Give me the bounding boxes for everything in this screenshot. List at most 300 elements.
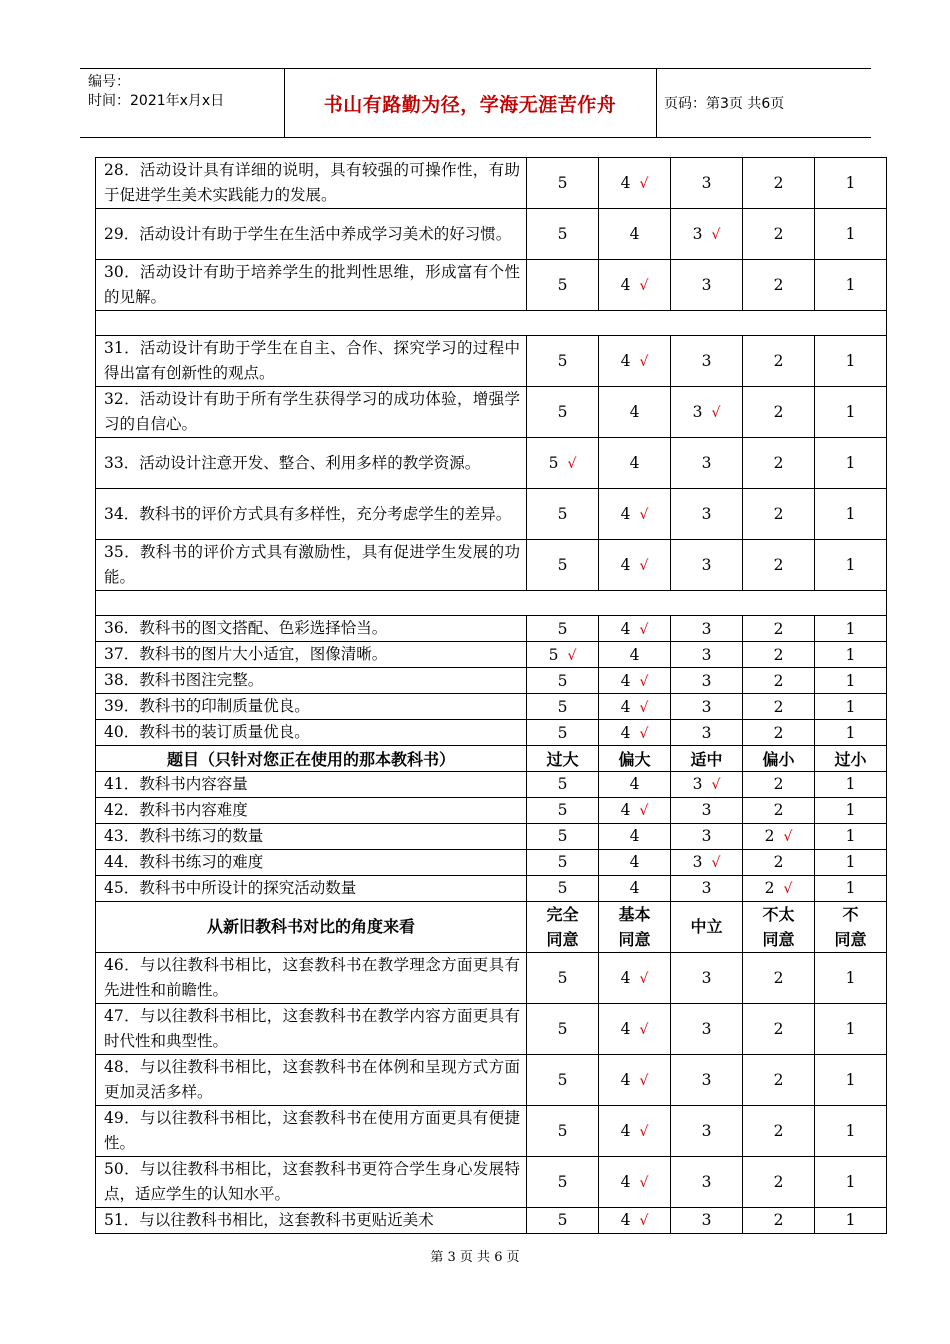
score-option-2[interactable]: [743, 1207, 815, 1233]
score-option-2[interactable]: [743, 1003, 815, 1054]
score-value: 5: [557, 853, 568, 872]
check-mark-icon: √: [567, 456, 577, 472]
score-option-1[interactable]: [815, 616, 887, 642]
score-option-4[interactable]: [599, 1105, 671, 1156]
score-option-1[interactable]: [815, 540, 887, 591]
column-header-line: 中立: [690, 917, 723, 937]
score-option-1[interactable]: [815, 1054, 887, 1105]
score-option-3[interactable]: [671, 1105, 743, 1156]
score-value: 1: [845, 827, 856, 846]
page-header: [80, 68, 871, 138]
score-value: 4: [629, 775, 640, 794]
score-value: 5: [557, 671, 568, 690]
check-mark-icon: √: [639, 1174, 649, 1191]
score-value: 2: [773, 1121, 784, 1140]
score-option-2[interactable]: [743, 158, 815, 209]
score-option-1[interactable]: [815, 875, 887, 901]
score-value: 2: [764, 879, 775, 898]
score-option-4[interactable]: [599, 540, 671, 591]
question-row: [96, 823, 887, 849]
score-value: 5: [557, 1121, 568, 1140]
score-value: 3: [701, 174, 712, 192]
score-option-3[interactable]: [671, 668, 743, 694]
separator-cell: [96, 591, 887, 616]
score-value: 5: [557, 619, 568, 638]
score-value: 1: [845, 968, 856, 987]
question-text: 44．教科书练习的难度: [96, 849, 527, 875]
score-option-2[interactable]: [743, 823, 815, 849]
check-mark-icon: √: [783, 881, 793, 898]
check-mark-icon: √: [711, 777, 721, 794]
score-value: 4: [629, 454, 640, 472]
score-option-4[interactable]: [599, 720, 671, 746]
section-header-row: [96, 746, 887, 772]
score-value: 2: [773, 1172, 784, 1191]
score-value: 3: [701, 276, 712, 294]
question-text: 48．与以往教科书相比，这套教科书在体例和呈现方式方面更加灵活多样。: [96, 1054, 527, 1105]
score-value: 5: [548, 454, 559, 472]
column-header: [527, 901, 599, 952]
score-option-3[interactable]: [671, 823, 743, 849]
score-value: 3: [701, 505, 712, 523]
score-value: 1: [845, 505, 856, 523]
score-option-2[interactable]: [743, 720, 815, 746]
score-value: 1: [845, 276, 856, 294]
question-text: 34．教科书的评价方式具有多样性，充分考虑学生的差异。: [96, 489, 527, 540]
column-header-line: 完全: [546, 904, 579, 924]
score-value: 4: [620, 723, 631, 742]
question-row: [96, 1003, 887, 1054]
score-option-2[interactable]: [743, 387, 815, 438]
separator-row: [96, 591, 887, 616]
score-value: 2: [773, 1019, 784, 1038]
score-option-3[interactable]: [671, 849, 743, 875]
score-option-2[interactable]: [743, 642, 815, 668]
score-option-2[interactable]: [743, 668, 815, 694]
score-value: 1: [845, 645, 856, 664]
score-value: 2: [773, 697, 784, 716]
score-value: 1: [845, 556, 856, 574]
score-option-4[interactable]: [599, 952, 671, 1003]
column-header: [815, 901, 887, 952]
score-value: 4: [620, 276, 631, 294]
score-value: 2: [773, 225, 784, 243]
score-option-5[interactable]: [527, 336, 599, 387]
question-row: [96, 771, 887, 797]
score-option-5[interactable]: [527, 771, 599, 797]
score-option-3[interactable]: [671, 209, 743, 260]
score-value: 2: [773, 352, 784, 370]
score-option-1[interactable]: [815, 438, 887, 489]
check-mark-icon: √: [639, 1072, 649, 1089]
score-value: 2: [764, 827, 775, 846]
check-mark-icon: √: [639, 621, 649, 638]
column-header-line: 同意: [618, 929, 651, 949]
score-option-4[interactable]: [599, 616, 671, 642]
score-value: 3: [701, 454, 712, 472]
score-option-4[interactable]: [599, 209, 671, 260]
score-option-2[interactable]: [743, 616, 815, 642]
score-option-5[interactable]: [527, 260, 599, 311]
score-value: 1: [845, 403, 856, 421]
score-option-5[interactable]: [527, 668, 599, 694]
score-value: 1: [845, 853, 856, 872]
score-value: 5: [557, 697, 568, 716]
score-value: 5: [557, 505, 568, 523]
check-mark-icon: √: [639, 558, 649, 574]
score-option-1[interactable]: [815, 849, 887, 875]
score-option-5[interactable]: [527, 438, 599, 489]
score-option-5[interactable]: [527, 1105, 599, 1156]
score-option-2[interactable]: [743, 694, 815, 720]
score-value: 4: [620, 1019, 631, 1038]
score-value: 4: [620, 801, 631, 820]
score-value: 1: [845, 352, 856, 370]
header-motto: 书山有路勤为径，学海无涯苦作舟: [323, 93, 617, 116]
score-option-4[interactable]: [599, 849, 671, 875]
score-option-4[interactable]: [599, 1207, 671, 1233]
score-value: 5: [557, 1172, 568, 1191]
score-value: 3: [701, 968, 712, 987]
check-mark-icon: √: [639, 970, 649, 987]
score-value: 4: [620, 619, 631, 638]
score-option-3[interactable]: [671, 642, 743, 668]
score-value: 2: [773, 276, 784, 294]
question-row: [96, 616, 887, 642]
score-option-2[interactable]: [743, 260, 815, 311]
score-option-5[interactable]: [527, 1003, 599, 1054]
score-option-5[interactable]: [527, 489, 599, 540]
score-option-2[interactable]: [743, 849, 815, 875]
score-value: 4: [629, 853, 640, 872]
check-mark-icon: √: [639, 176, 649, 192]
score-option-1[interactable]: [815, 694, 887, 720]
score-option-1[interactable]: [815, 642, 887, 668]
score-option-5[interactable]: [527, 875, 599, 901]
question-text: 32．活动设计有助于所有学生获得学习的成功体验，增强学习的自信心。: [96, 387, 527, 438]
score-option-2[interactable]: [743, 489, 815, 540]
score-option-4[interactable]: [599, 489, 671, 540]
score-value: 3: [701, 1121, 712, 1140]
score-value: 4: [629, 879, 640, 898]
score-option-2[interactable]: [743, 952, 815, 1003]
score-option-5[interactable]: [527, 1207, 599, 1233]
score-value: 5: [557, 1070, 568, 1089]
score-value: 3: [701, 352, 712, 370]
score-value: 4: [620, 505, 631, 523]
score-option-4[interactable]: [599, 694, 671, 720]
score-option-4[interactable]: [599, 336, 671, 387]
score-option-5[interactable]: [527, 720, 599, 746]
score-option-1[interactable]: [815, 1156, 887, 1207]
score-value: 2: [773, 853, 784, 872]
question-text: 42．教科书内容难度: [96, 797, 527, 823]
question-row: [96, 875, 887, 901]
score-option-3[interactable]: [671, 387, 743, 438]
question-text: 30．活动设计有助于培养学生的批判性思维，形成富有个性的见解。: [96, 260, 527, 311]
score-value: 1: [845, 775, 856, 794]
score-value: 4: [629, 403, 640, 421]
score-value: 3: [701, 697, 712, 716]
score-value: 2: [773, 968, 784, 987]
score-option-3[interactable]: [671, 540, 743, 591]
score-value: 1: [845, 723, 856, 742]
question-row: [96, 1105, 887, 1156]
score-option-3[interactable]: [671, 158, 743, 209]
score-option-4[interactable]: [599, 771, 671, 797]
score-value: 1: [845, 1070, 856, 1089]
question-row: [96, 540, 887, 591]
score-value: 2: [773, 454, 784, 472]
score-option-3[interactable]: [671, 1003, 743, 1054]
score-value: 4: [620, 671, 631, 690]
score-option-4[interactable]: [599, 1003, 671, 1054]
question-row: [96, 694, 887, 720]
question-row: [96, 952, 887, 1003]
score-value: 5: [557, 556, 568, 574]
column-header: 过小: [815, 746, 887, 772]
column-header-line: 同意: [546, 929, 579, 949]
score-option-1[interactable]: [815, 387, 887, 438]
score-value: 2: [773, 645, 784, 664]
score-option-1[interactable]: [815, 797, 887, 823]
score-option-3[interactable]: [671, 797, 743, 823]
score-option-1[interactable]: [815, 668, 887, 694]
score-value: 5: [557, 174, 568, 192]
score-value: 5: [557, 352, 568, 370]
score-value: 3: [701, 1019, 712, 1038]
score-value: 4: [620, 1172, 631, 1191]
section-header-row: [96, 901, 887, 952]
check-mark-icon: √: [639, 1021, 649, 1038]
score-option-3[interactable]: [671, 616, 743, 642]
question-row: [96, 209, 887, 260]
score-value: 4: [620, 1121, 631, 1140]
score-option-4[interactable]: [599, 1156, 671, 1207]
score-value: 1: [845, 1172, 856, 1191]
score-option-2[interactable]: [743, 797, 815, 823]
question-row: [96, 797, 887, 823]
check-mark-icon: √: [567, 647, 577, 664]
score-value: 5: [557, 723, 568, 742]
question-text: 49．与以往教科书相比，这套教科书在使用方面更具有便捷性。: [96, 1105, 527, 1156]
check-mark-icon: √: [711, 405, 721, 421]
score-option-3[interactable]: [671, 489, 743, 540]
date-label: 时间：2021年x月x日: [88, 93, 225, 109]
score-value: 4: [620, 697, 631, 716]
question-text: 41．教科书内容容量: [96, 771, 527, 797]
score-option-2[interactable]: [743, 1156, 815, 1207]
question-text: 46．与以往教科书相比，这套教科书在教学理念方面更具有先进性和前瞻性。: [96, 952, 527, 1003]
score-option-4[interactable]: [599, 668, 671, 694]
score-value: 3: [701, 879, 712, 898]
question-text: 40．教科书的装订质量优良。: [96, 720, 527, 746]
score-option-5[interactable]: [527, 952, 599, 1003]
section-title: 从新旧教科书对比的角度来看: [96, 901, 527, 952]
score-option-5[interactable]: [527, 694, 599, 720]
score-option-2[interactable]: [743, 875, 815, 901]
score-value: 2: [773, 801, 784, 820]
score-value: 3: [701, 1070, 712, 1089]
score-value: 5: [557, 775, 568, 794]
score-value: 2: [773, 1070, 784, 1089]
question-text: 51．与以往教科书相比，这套教科书更贴近美术: [96, 1207, 527, 1233]
score-option-4[interactable]: [599, 1054, 671, 1105]
separator-row: [96, 311, 887, 336]
score-option-3[interactable]: [671, 694, 743, 720]
score-option-3[interactable]: [671, 952, 743, 1003]
score-value: 4: [620, 174, 631, 192]
score-option-5[interactable]: [527, 616, 599, 642]
score-value: 3: [692, 225, 703, 243]
column-header: [671, 901, 743, 952]
score-value: 4: [629, 225, 640, 243]
check-mark-icon: √: [711, 855, 721, 872]
score-option-2[interactable]: [743, 438, 815, 489]
score-option-4[interactable]: [599, 387, 671, 438]
score-value: 3: [701, 645, 712, 664]
score-option-5[interactable]: [527, 849, 599, 875]
score-value: 3: [701, 1211, 712, 1230]
score-value: 1: [845, 697, 856, 716]
question-row: [96, 849, 887, 875]
question-text: 39．教科书的印制质量优良。: [96, 694, 527, 720]
score-option-1[interactable]: [815, 1003, 887, 1054]
header-meta: [88, 73, 224, 111]
score-option-5[interactable]: [527, 642, 599, 668]
score-value: 5: [557, 879, 568, 898]
score-option-3[interactable]: [671, 771, 743, 797]
score-option-2[interactable]: [743, 209, 815, 260]
question-text: 38．教科书图注完整。: [96, 668, 527, 694]
question-text: 50．与以往教科书相比，这套教科书更符合学生身心发展特点，适应学生的认知水平。: [96, 1156, 527, 1207]
score-value: 1: [845, 454, 856, 472]
score-value: 1: [845, 1121, 856, 1140]
score-value: 4: [629, 827, 640, 846]
score-value: 1: [845, 174, 856, 192]
column-header: 过大: [527, 746, 599, 772]
score-value: 3: [701, 827, 712, 846]
score-value: 1: [845, 879, 856, 898]
score-option-2[interactable]: [743, 1054, 815, 1105]
question-text: 33．活动设计注意开发、整合、利用多样的教学资源。: [96, 438, 527, 489]
score-option-4[interactable]: [599, 158, 671, 209]
score-option-4[interactable]: [599, 642, 671, 668]
question-row: [96, 1207, 887, 1233]
score-option-1[interactable]: [815, 260, 887, 311]
score-value: 2: [773, 723, 784, 742]
score-option-1[interactable]: [815, 952, 887, 1003]
score-option-5[interactable]: [527, 540, 599, 591]
score-value: 5: [557, 1211, 568, 1230]
score-option-1[interactable]: [815, 489, 887, 540]
question-text: 31．活动设计有助于学生在自主、合作、探究学习的过程中得出富有创新性的观点。: [96, 336, 527, 387]
column-header-line: 不: [842, 904, 859, 924]
question-text: 35．教科书的评价方式具有激励性，具有促进学生发展的功能。: [96, 540, 527, 591]
score-option-1[interactable]: [815, 823, 887, 849]
question-text: 37．教科书的图片大小适宜，图像清晰。: [96, 642, 527, 668]
score-option-3[interactable]: [671, 875, 743, 901]
score-value: 2: [773, 671, 784, 690]
check-mark-icon: √: [639, 1123, 649, 1140]
score-option-5[interactable]: [527, 1054, 599, 1105]
score-option-3[interactable]: [671, 438, 743, 489]
question-row: [96, 489, 887, 540]
score-option-1[interactable]: [815, 158, 887, 209]
question-row: [96, 260, 887, 311]
column-header: 适中: [671, 746, 743, 772]
score-option-4[interactable]: [599, 438, 671, 489]
question-row: [96, 642, 887, 668]
score-value: 5: [557, 1019, 568, 1038]
check-mark-icon: √: [639, 673, 649, 690]
score-value: 3: [701, 801, 712, 820]
score-value: 1: [845, 225, 856, 243]
score-option-3[interactable]: [671, 260, 743, 311]
score-value: 2: [773, 403, 784, 421]
score-option-5[interactable]: [527, 1156, 599, 1207]
score-option-1[interactable]: [815, 209, 887, 260]
score-option-4[interactable]: [599, 797, 671, 823]
score-value: 5: [548, 645, 559, 664]
score-value: 5: [557, 827, 568, 846]
column-header-line: 同意: [762, 929, 795, 949]
score-value: 3: [692, 853, 703, 872]
score-option-3[interactable]: [671, 1207, 743, 1233]
score-option-1[interactable]: [815, 1105, 887, 1156]
score-option-1[interactable]: [815, 336, 887, 387]
score-option-3[interactable]: [671, 1054, 743, 1105]
check-mark-icon: √: [639, 507, 649, 523]
header-page-info: 页码：第3页 共6页: [664, 96, 785, 112]
section-title: 题目（只针对您正在使用的那本教科书）: [96, 746, 527, 772]
check-mark-icon: √: [639, 1213, 649, 1230]
question-row: [96, 336, 887, 387]
score-option-5[interactable]: [527, 209, 599, 260]
score-option-1[interactable]: [815, 771, 887, 797]
score-option-1[interactable]: [815, 1207, 887, 1233]
score-option-4[interactable]: [599, 875, 671, 901]
score-option-2[interactable]: [743, 1105, 815, 1156]
score-option-5[interactable]: [527, 387, 599, 438]
score-option-5[interactable]: [527, 823, 599, 849]
check-mark-icon: √: [639, 278, 649, 294]
question-text: 28．活动设计具有详细的说明，具有较强的可操作性，有助于促进学生美术实践能力的发展。: [96, 158, 527, 209]
score-option-2[interactable]: [743, 540, 815, 591]
score-value: 5: [557, 276, 568, 294]
score-value: 2: [773, 619, 784, 638]
score-option-4[interactable]: [599, 823, 671, 849]
column-header: 偏大: [599, 746, 671, 772]
score-value: 2: [773, 1211, 784, 1230]
score-option-3[interactable]: [671, 720, 743, 746]
score-value: 1: [845, 1019, 856, 1038]
score-option-2[interactable]: [743, 771, 815, 797]
score-option-2[interactable]: [743, 336, 815, 387]
score-option-5[interactable]: [527, 797, 599, 823]
separator-cell: [96, 311, 887, 336]
question-row: [96, 438, 887, 489]
score-option-3[interactable]: [671, 336, 743, 387]
score-option-1[interactable]: [815, 720, 887, 746]
score-value: 1: [845, 801, 856, 820]
score-option-3[interactable]: [671, 1156, 743, 1207]
score-option-5[interactable]: [527, 158, 599, 209]
score-option-4[interactable]: [599, 260, 671, 311]
question-text: 29．活动设计有助于学生在生活中养成学习美术的好习惯。: [96, 209, 527, 260]
column-header-line: 同意: [834, 929, 867, 949]
score-value: 3: [692, 403, 703, 421]
